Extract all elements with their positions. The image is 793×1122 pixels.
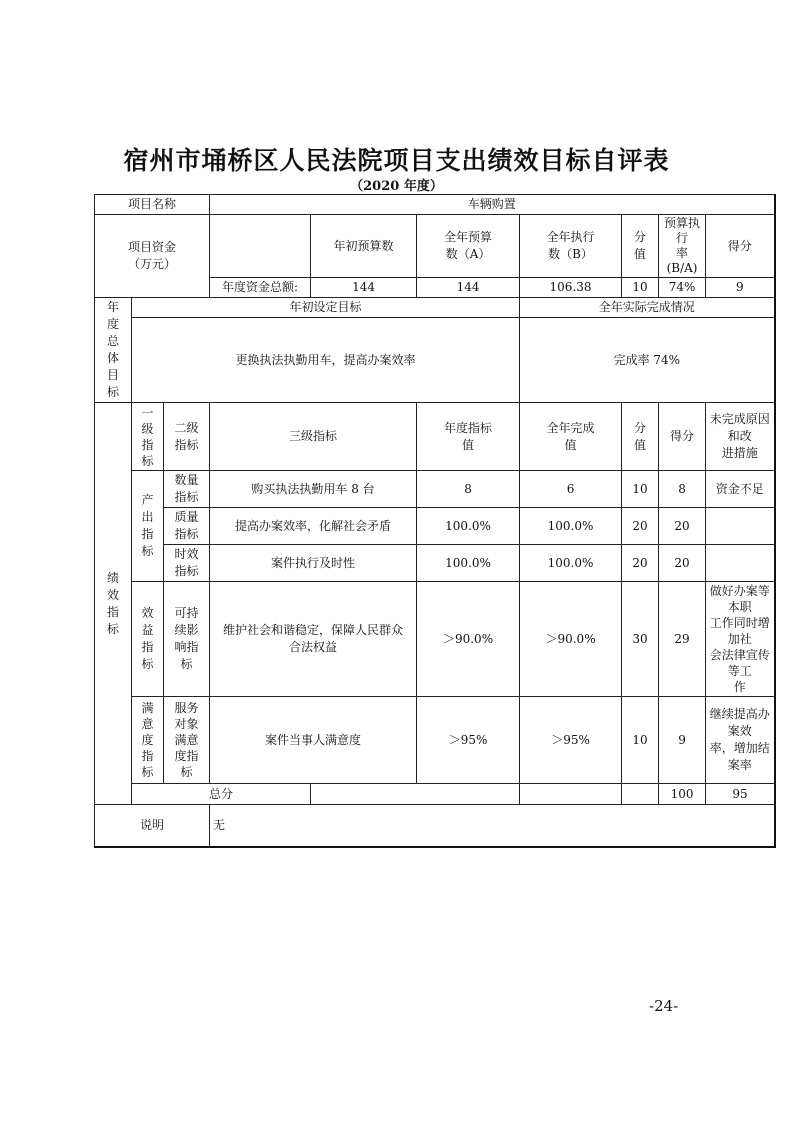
actual-completion-header: 全年实际完成情况 (520, 298, 775, 318)
reason-cell: 资金不足 (706, 471, 775, 508)
level3-cell: 案件执行及时性 (210, 545, 417, 582)
initial-budget-value: 144 (311, 278, 417, 298)
col-score-value: 分 值 (622, 215, 659, 278)
level2-cell: 数量 指标 (164, 471, 210, 508)
col-score: 得分 (706, 215, 775, 278)
level2-header: 二级 指标 (164, 403, 210, 471)
value-cell: 30 (622, 582, 659, 697)
actual-cell: 100.0% (520, 508, 622, 545)
reason-header: 未完成原因和改 进措施 (706, 403, 775, 471)
target-cell: 100.0% (417, 545, 520, 582)
actual-header: 全年完成 值 (520, 403, 622, 471)
project-name-label: 项目名称 (95, 195, 210, 215)
total-row (95, 784, 775, 805)
level2-cell: 可持 续影 响指 标 (164, 582, 210, 697)
evaluation-table (94, 194, 776, 848)
annual-exec-value: 106.38 (520, 278, 622, 298)
performance-label: 绩 效 指 标 (95, 403, 132, 805)
col-exec-rate: 预算执行 率 (B/A) (659, 215, 706, 278)
overall-content-row (95, 318, 775, 403)
total-score: 95 (706, 784, 775, 805)
level3-cell: 案件当事人满意度 (210, 697, 417, 784)
value-cell: 20 (622, 545, 659, 582)
score-header: 得分 (659, 403, 706, 471)
score-cell: 9 (659, 697, 706, 784)
target-cell: 100.0% (417, 508, 520, 545)
reason-cell: 继续提高办案效 率，增加结案率 (706, 697, 775, 784)
note-row (95, 805, 775, 847)
level3-cell: 提高办案效率，化解社会矛盾 (210, 508, 417, 545)
level2-cell: 时效 指标 (164, 545, 210, 582)
funds-blank-cell (210, 215, 311, 278)
overall-goal-label: 年 度 总 体 目 标 (95, 298, 132, 403)
level3-cell: 购买执法执勤用车 8 台 (210, 471, 417, 508)
table-row (95, 508, 775, 545)
target-cell: 8 (417, 471, 520, 508)
benefit-indicator-label: 效 益 指 标 (132, 582, 164, 697)
set-goal-header: 年初设定目标 (132, 298, 520, 318)
col-annual-budget: 全年预算 数（A） (417, 215, 520, 278)
score-result: 9 (706, 278, 775, 298)
page-number: -24- (649, 997, 679, 1015)
total-label: 总分 (132, 784, 311, 805)
set-goal-text: 更换执法执勤用车，提高办案效率 (132, 318, 520, 403)
value-cell: 20 (622, 508, 659, 545)
performance-header-row (95, 403, 775, 471)
actual-cell: ＞95% (520, 697, 622, 784)
table-row (95, 697, 775, 784)
total-blank-cell (311, 784, 520, 805)
score-value: 10 (622, 278, 659, 298)
note-value: 无 (210, 805, 775, 847)
total-value: 100 (659, 784, 706, 805)
reason-cell (706, 545, 775, 582)
score-cell: 29 (659, 582, 706, 697)
value-cell: 10 (622, 471, 659, 508)
total-blank-cell (520, 784, 622, 805)
satisfaction-indicator-label: 满 意 度 指 标 (132, 697, 164, 784)
reason-cell: 做好办案等本职 工作同时增加社 会法律宣传等工 作 (706, 582, 775, 697)
output-indicator-label: 产 出 指 标 (132, 471, 164, 582)
level2-cell: 质量 指标 (164, 508, 210, 545)
score-cell: 20 (659, 508, 706, 545)
target-header: 年度指标 值 (417, 403, 520, 471)
level1-header: 一 级 指 标 (132, 403, 164, 471)
actual-cell: ＞90.0% (520, 582, 622, 697)
table-row (95, 582, 775, 697)
score-cell: 8 (659, 471, 706, 508)
actual-completion-text: 完成率 74% (520, 318, 775, 403)
table-row (95, 545, 775, 582)
page-title: 宿州市埇桥区人民法院项目支出绩效目标自评表 (123, 146, 670, 175)
exec-rate-value: 74% (659, 278, 706, 298)
project-name-row (95, 195, 775, 215)
total-funds-label: 年度资金总额: (210, 278, 311, 298)
col-initial-budget: 年初预算数 (311, 215, 417, 278)
total-blank-cell (622, 784, 659, 805)
overall-header-row (95, 298, 775, 318)
value-cell: 10 (622, 697, 659, 784)
actual-cell: 100.0% (520, 545, 622, 582)
funds-header-row (95, 215, 775, 278)
value-header: 分 值 (622, 403, 659, 471)
funds-label: 项目资金 （万元） (95, 215, 210, 298)
target-cell: ＞90.0% (417, 582, 520, 697)
target-cell: ＞95% (417, 697, 520, 784)
level3-cell: 维护社会和谐稳定，保障人民群众 合法权益 (210, 582, 417, 697)
actual-cell: 6 (520, 471, 622, 508)
table-row (95, 471, 775, 508)
annual-budget-value: 144 (417, 278, 520, 298)
score-cell: 20 (659, 545, 706, 582)
level3-header: 三级指标 (210, 403, 417, 471)
project-name-value: 车辆购置 (210, 195, 775, 215)
reason-cell (706, 508, 775, 545)
col-annual-exec: 全年执行 数（B） (520, 215, 622, 278)
note-label: 说明 (95, 805, 210, 847)
page-subtitle: （2020 年度） (350, 179, 443, 194)
level2-cell: 服务 对象 满意 度指 标 (164, 697, 210, 784)
